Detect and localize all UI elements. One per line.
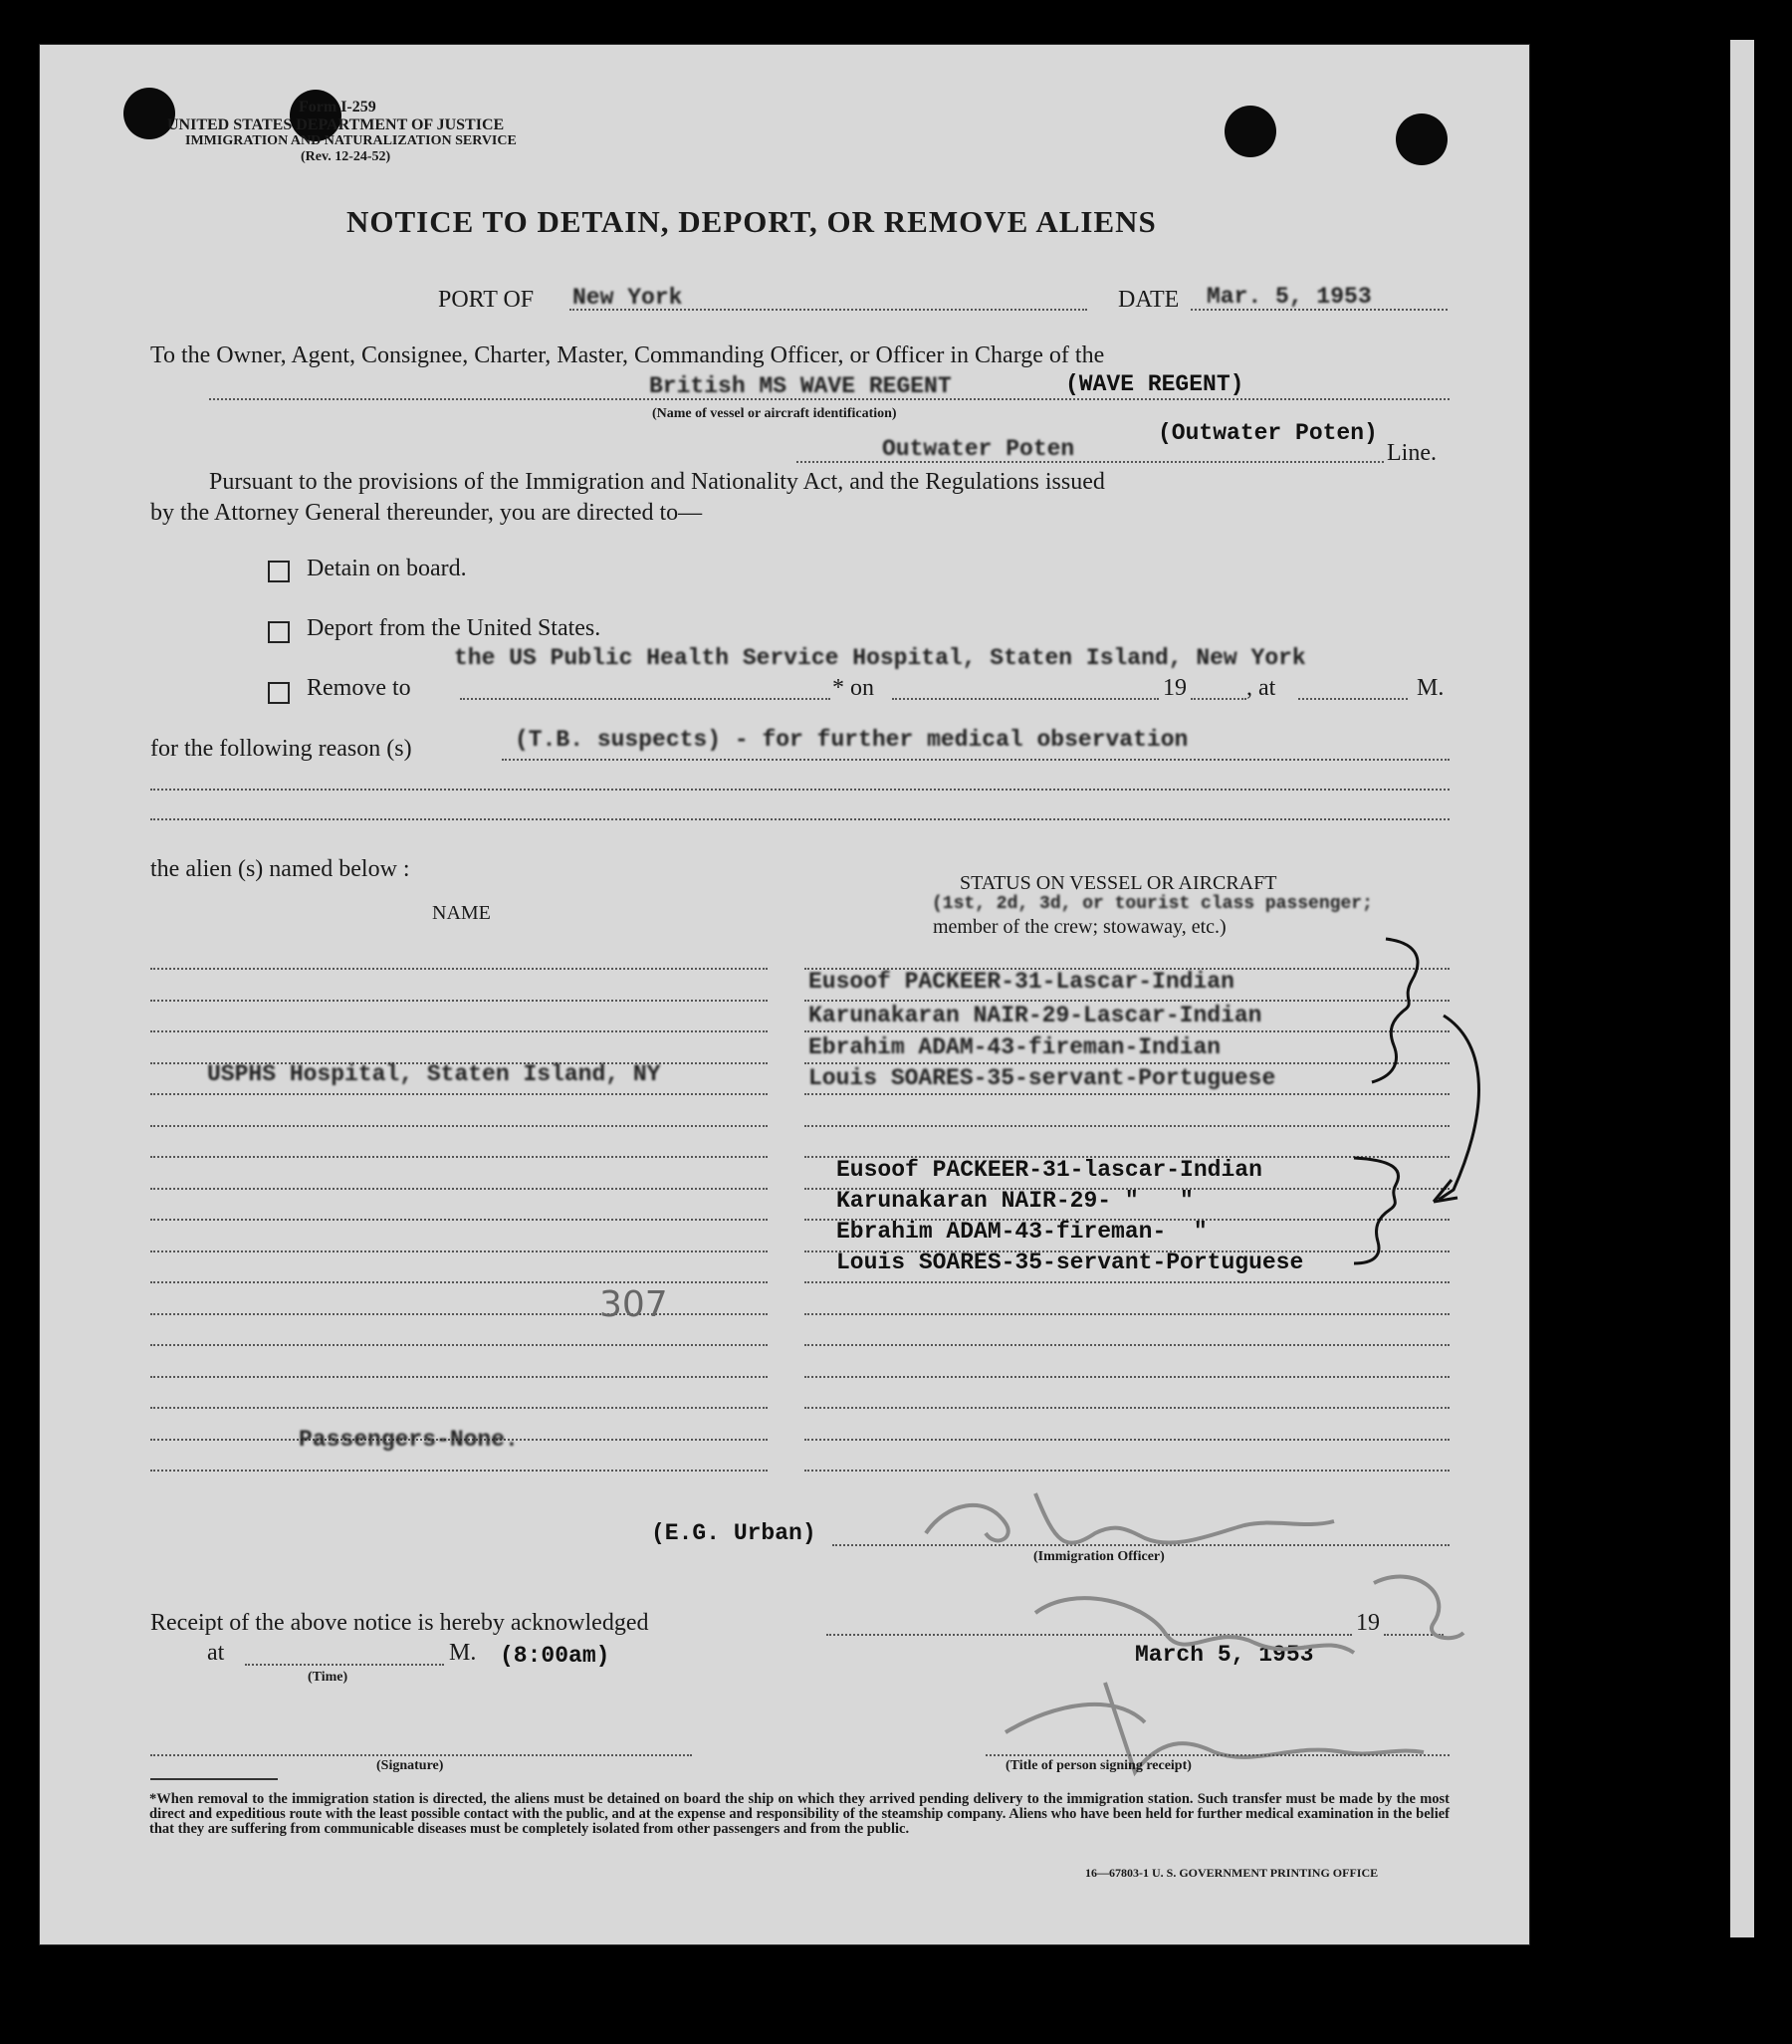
shipping-line-typed: Outwater Poten [882,436,1075,462]
handwritten-brackets [1334,931,1513,1309]
crew-clear-1: Eusoof PACKEER-31-lascar-Indian [836,1157,1262,1183]
reasons-label: for the following reason (s) [150,736,412,762]
receipt-m-label: M. [449,1640,477,1666]
title-caption: (Title of person signing receipt) [1006,1758,1192,1773]
deport-label: Deport from the United States. [307,615,601,641]
name-ruled-line [150,1376,768,1378]
name-ruled-line [150,1156,768,1158]
page-title: NOTICE TO DETAIN, DEPORT, OR REMOVE ALIENS [346,204,1157,239]
reasons-value: (T.B. suspects) - for further medical observation [515,727,1189,753]
form-revision: (Rev. 12-24-52) [301,149,391,164]
line-suffix: Line. [1387,440,1437,466]
status-ruled-line [804,1376,1450,1378]
punch-hole [1396,114,1448,165]
name-ruled-line [150,1030,768,1032]
crew-clear-3: Ebrahim ADAM-43-fireman- " [836,1219,1208,1245]
name-ruled-line [150,1219,768,1221]
status-ruled-line [804,1439,1450,1441]
form-number: Form I-259 [299,99,376,115]
name-ruled-line [150,1000,768,1002]
name-column-header: NAME [432,902,491,924]
footnote-rule [150,1778,278,1780]
port-label: PORT OF [438,287,535,313]
detain-label: Detain on board. [307,556,467,581]
vessel-name-clear: (WAVE REGENT) [1065,371,1244,397]
shipping-line-clear: (Outwater Poten) [1158,420,1378,446]
remove-year-label: 19 [1163,675,1187,701]
crew-clear-2: Karunakaran NAIR-29- " " [836,1188,1194,1214]
remove-label: Remove to [307,675,411,701]
remove-year-line [1191,698,1246,700]
name-ruled-line [150,1313,768,1315]
status-ruled-line [804,1407,1450,1409]
punch-hole [1225,106,1276,157]
remove-on-label: * on [832,675,874,701]
remove-line [460,698,830,700]
alien-location: USPHS Hospital, Staten Island, NY [207,1061,661,1087]
date-label: DATE [1118,287,1180,313]
deport-checkbox[interactable] [268,621,290,643]
name-ruled-line [150,1470,768,1472]
status-ruled-line [804,1344,1450,1346]
reasons-line-2 [150,789,1450,791]
pursuant-text-2: by the Attorney General thereunder, you are directed to— [150,500,703,526]
remove-m-label: M. [1417,675,1445,701]
agency-name: UNITED STATES DEPARTMENT OF JUSTICE [167,116,505,133]
detain-checkbox[interactable] [268,561,290,582]
name-ruled-line [150,1344,768,1346]
port-value: New York [572,285,683,311]
name-ruled-line [150,1250,768,1252]
receipt-line: Receipt of the above notice is hereby acknowledged [150,1610,649,1636]
crew-clear-4: Louis SOARES-35-servant-Portuguese [836,1249,1304,1275]
reasons-line-3 [150,818,1450,820]
date-value: Mar. 5, 1953 [1207,284,1372,310]
vessel-name-typed: British MS WAVE REGENT [649,373,952,399]
name-ruled-line [150,1093,768,1095]
signature-caption: (Signature) [376,1758,444,1773]
agency-service: IMMIGRATION AND NATURALIZATION SERVICE [185,133,517,148]
name-ruled-line [150,1407,768,1409]
remove-time-line [1298,698,1408,700]
receipt-year-label: 19 [1356,1610,1380,1636]
pursuant-text-1: Pursuant to the provisions of the Immigration and Nationality Act, and the Regulations issued [209,469,1105,495]
aliens-label: the alien (s) named below : [150,856,410,882]
crew-blurred-1: Eusoof PACKEER-31-Lascar-Indian [808,969,1234,995]
printer-line: 16—67803-1 U. S. GOVERNMENT PRINTING OFFICE [1085,1866,1379,1880]
remove-at-label: , at [1246,675,1276,701]
receipt-time-value: (8:00am) [500,1643,610,1669]
officer-caption: (Immigration Officer) [1033,1549,1165,1564]
addressee-line: To the Owner, Agent, Consignee, Charter, Master, Commanding Officer, or Officer in Charge of the [150,342,1105,368]
status-subheader-1: (1st, 2d, 3d, or tourist class passenger; [932,894,1373,914]
name-ruled-line [150,968,768,970]
name-ruled-line [150,1125,768,1127]
crew-blurred-2: Karunakaran NAIR-29-Lascar-Indian [808,1003,1262,1028]
officer-name: (E.G. Urban) [651,1520,816,1546]
crew-blurred-4: Louis SOARES-35-servant-Portuguese [808,1065,1276,1091]
name-ruled-line [150,1281,768,1283]
receipt-at-label: at [207,1640,225,1666]
remove-destination: the US Public Health Service Hospital, Staten Island, New York [454,645,1306,671]
passengers-note: Passengers-None. [299,1427,519,1453]
vessel-caption: (Name of vessel or aircraft identification) [652,406,897,421]
name-ruled-line [150,1188,768,1190]
remove-date-line [892,698,1159,700]
crew-blurred-3: Ebrahim ADAM-43-fireman-Indian [808,1034,1222,1060]
remove-checkbox[interactable] [268,682,290,704]
handwritten-number: 307 [599,1284,668,1325]
master-signature [996,1553,1493,1792]
status-subheader-2: member of the crew; stowaway, etc.) [933,916,1227,938]
status-ruled-line [804,1313,1450,1315]
receipt-time-line [245,1664,444,1666]
reasons-line-1 [502,759,1450,761]
title-line [986,1754,1450,1756]
footnote: *When removal to the immigration station is directed, the aliens must be detained on board the ship on which they arrived pending delivery to the immigration station. Such transfer must be made by the most direct and expeditious route with the least possible contact with the public, and at the expense and responsibility of the steamship company. Aliens who have been held for further medical examination in the belief that they are suffering from communicable diseases must be completely isolated from other passengers and from the public. [149,1791,1450,1837]
adjacent-page-edge [1730,40,1754,1937]
signature-line [150,1754,692,1756]
status-column-header: STATUS ON VESSEL OR AIRCRAFT [960,872,1277,894]
receipt-date-value: March 5, 1953 [1135,1642,1314,1668]
receipt-time-caption: (Time) [308,1670,348,1685]
